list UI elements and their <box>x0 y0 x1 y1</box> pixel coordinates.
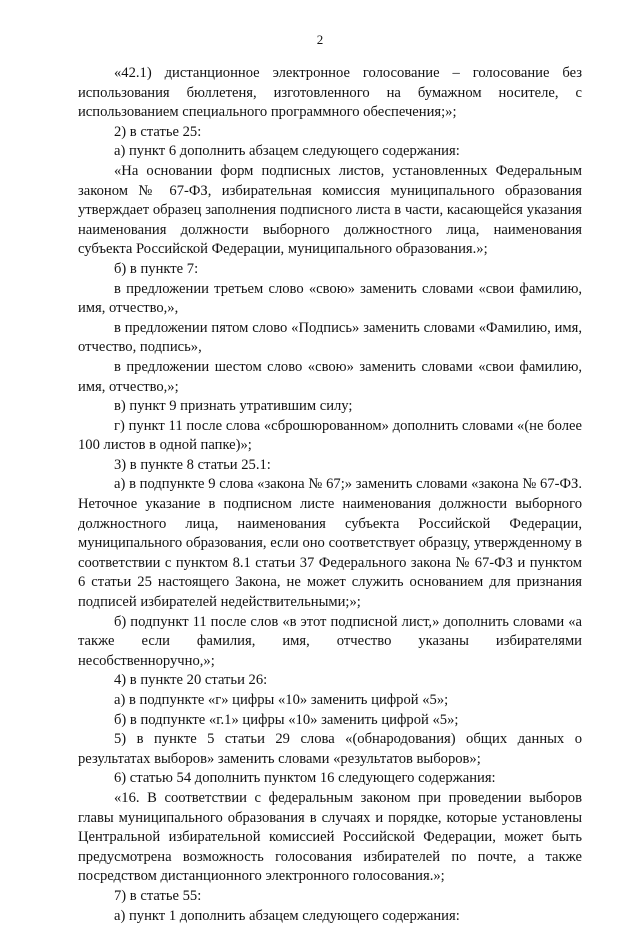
paragraph: в предложении третьем слово «свою» заменить словами «свои фамилию, имя, отчество,», <box>78 280 582 317</box>
paragraph: б) подпункт 11 после слов «в этот подписной лист,» дополнить словами «а также если фамилия, имя, отчество указаны избирателями несобственноручно,»; <box>78 613 582 669</box>
paragraph: в предложении шестом слово «свою» заменить словами «свои фамилию, имя, отчество,»; <box>78 358 582 395</box>
paragraph: б) в подпункте «г.1» цифры «10» заменить цифрой «5»; <box>114 711 459 728</box>
paragraph: а) в подпункте 9 слова «закона № 67;» заменить словами «закона № 67-ФЗ. Неточное указание в подписном листе наименования должности выборного должностного лица, наименования субъекта Российской Федерации, муниципального образования, если оно соответствует образцу, утвержденному в соответствии с пунктом 8.1 статьи 37 Федерального закона № 67-ФЗ и пунктом 6 статьи 25 настоящего Закона, не может служить основанием для признания подписей избирателей недействительными;»; <box>78 476 582 611</box>
paragraph: в) пункт 9 признать утратившим силу; <box>114 398 353 415</box>
paragraph: а) пункт 1 дополнить абзацем следующего содержания: <box>114 907 460 924</box>
paragraph: 2) в статье 25: <box>114 123 202 140</box>
paragraph: 5) в пункте 5 статьи 29 слова «(обнародования) общих данных о результатах выборов» заменить словами «результатов выборов»; <box>78 731 582 767</box>
paragraph: 6) статью 54 дополнить пунктом 16 следующего содержания: <box>114 770 496 787</box>
paragraph: «На основании форм подписных листов, установленных Федеральным законом № 67-ФЗ, избирательная комиссия муниципального образования утверждает образец заполнения подписного листа в части, касающейся указания наименования должности выборного должностного лица, наименования субъекта Российской Федерации, муниципального образования.»; <box>78 162 582 258</box>
paragraph: а) пункт 6 дополнить абзацем следующего содержания: <box>114 143 460 160</box>
paragraph: а) в подпункте «г» цифры «10» заменить цифрой «5»; <box>114 692 449 708</box>
paragraph: 4) в пункте 20 статьи 26: <box>114 672 268 689</box>
paragraph: б) в пункте 7: <box>114 260 199 277</box>
paragraph: г) пункт 11 после слова «сброшюрованном» дополнить словами «(не более 100 листов в одной папке)»; <box>78 417 582 454</box>
paragraph: 3) в пункте 8 статьи 25.1: <box>114 456 271 473</box>
document-body <box>78 64 582 926</box>
paragraph: «16. В соответствии с федеральным законом при проведении выборов главы муниципального образования в случаях и порядке, которые установлены Центральной избирательной комиссией Российской Федерации, может быть предусмотрена возможность голосования избирателей по почте, а также посредством дистанционного электронного голосования.»; <box>78 789 582 885</box>
paragraph: «42.1) дистанционное электронное голосование – голосование без использования бюллетеня, изготовленного на бумажном носителе, с использованием специального программного обеспечения;»; <box>78 65 582 121</box>
paragraph: в предложении пятом слово «Подпись» заменить словами «Фамилию, имя, отчество, подпись», <box>78 319 582 356</box>
paragraph: 7) в статье 55: <box>114 887 202 904</box>
page-number: 2 <box>316 32 324 47</box>
